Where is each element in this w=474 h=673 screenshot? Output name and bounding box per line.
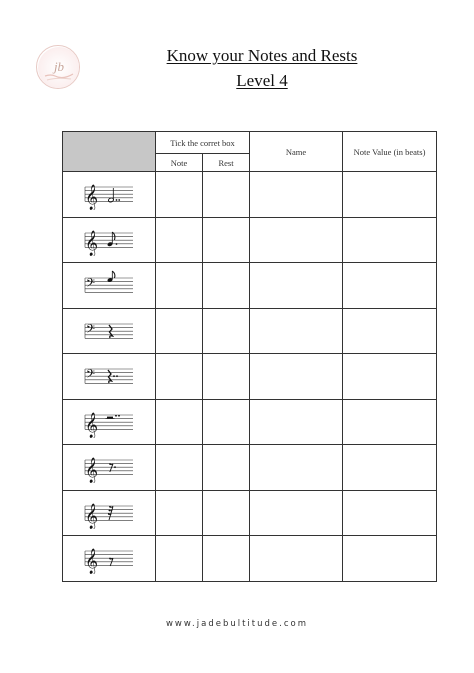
svg-text:𝄞: 𝄞 xyxy=(85,549,99,575)
value-answer-cell[interactable] xyxy=(343,354,437,400)
svg-text:𝄞: 𝄞 xyxy=(85,458,99,484)
table-row xyxy=(63,354,437,400)
table-row xyxy=(63,217,437,263)
rest-tick-box[interactable] xyxy=(203,354,250,400)
value-answer-cell[interactable] xyxy=(343,490,437,536)
bass-clef-staff-icon xyxy=(63,360,155,392)
rest-tick-box[interactable] xyxy=(203,399,250,445)
page-subtitle: Level 4 xyxy=(236,71,288,90)
worksheet-table xyxy=(62,131,437,582)
note-tick-box[interactable] xyxy=(156,536,203,582)
value-answer-cell[interactable] xyxy=(343,172,437,218)
name-answer-cell[interactable] xyxy=(250,399,343,445)
value-answer-cell[interactable] xyxy=(343,308,437,354)
treble-clef-staff-icon xyxy=(63,497,155,529)
note-tick-box[interactable] xyxy=(156,399,203,445)
note-tick-box[interactable] xyxy=(156,172,203,218)
treble-clef-staff-icon xyxy=(63,451,155,483)
symbol-cell xyxy=(63,217,156,263)
value-answer-cell[interactable] xyxy=(343,536,437,582)
value-answer-cell[interactable] xyxy=(343,263,437,309)
rest-tick-box[interactable] xyxy=(203,536,250,582)
treble-clef-staff-icon xyxy=(63,406,155,438)
value-answer-cell[interactable] xyxy=(343,445,437,491)
name-answer-cell[interactable] xyxy=(250,445,343,491)
note-tick-box[interactable] xyxy=(156,308,203,354)
svg-text:𝄞: 𝄞 xyxy=(85,412,99,438)
svg-text:𝄢: 𝄢 xyxy=(86,277,96,294)
symbol-cell xyxy=(63,263,156,309)
name-answer-cell[interactable] xyxy=(250,308,343,354)
blank-header-cell xyxy=(63,132,156,172)
bass-clef-staff-icon xyxy=(63,269,155,301)
value-answer-cell[interactable] xyxy=(343,217,437,263)
table-row xyxy=(63,445,437,491)
symbol-cell xyxy=(63,399,156,445)
name-answer-cell[interactable] xyxy=(250,172,343,218)
note-header: Note xyxy=(156,154,203,172)
note-tick-box[interactable] xyxy=(156,263,203,309)
table-row xyxy=(63,490,437,536)
note-tick-box[interactable] xyxy=(156,445,203,491)
page-title: Know your Notes and Rests xyxy=(166,46,358,65)
name-header: Name xyxy=(250,132,343,172)
rest-header: Rest xyxy=(203,154,250,172)
symbol-cell xyxy=(63,490,156,536)
treble-clef-staff-icon xyxy=(63,224,155,256)
symbol-cell xyxy=(63,354,156,400)
rest-tick-box[interactable] xyxy=(203,172,250,218)
svg-text:𝄢: 𝄢 xyxy=(86,368,96,385)
symbol-cell xyxy=(63,308,156,354)
tick-header: Tick the corret box xyxy=(156,132,250,154)
svg-text:𝄢: 𝄢 xyxy=(86,322,96,339)
name-answer-cell[interactable] xyxy=(250,354,343,400)
rest-tick-box[interactable] xyxy=(203,217,250,263)
symbol-cell xyxy=(63,172,156,218)
svg-text:jb: jb xyxy=(53,59,65,74)
note-tick-box[interactable] xyxy=(156,490,203,536)
table-row xyxy=(63,172,437,218)
name-answer-cell[interactable] xyxy=(250,217,343,263)
rest-tick-box[interactable] xyxy=(203,308,250,354)
symbol-cell xyxy=(63,445,156,491)
rest-tick-box[interactable] xyxy=(203,490,250,536)
table-row xyxy=(63,399,437,445)
rest-tick-box[interactable] xyxy=(203,263,250,309)
name-answer-cell[interactable] xyxy=(250,536,343,582)
svg-text:𝄞: 𝄞 xyxy=(85,185,99,211)
website-footer: www.jadebultitude.com xyxy=(165,619,308,629)
treble-clef-staff-icon xyxy=(63,178,155,210)
table-row xyxy=(63,536,437,582)
value-header: Note Value (in beats) xyxy=(343,132,437,172)
name-answer-cell[interactable] xyxy=(250,263,343,309)
table-row xyxy=(63,263,437,309)
symbol-cell xyxy=(63,536,156,582)
treble-clef-staff-icon xyxy=(63,542,155,574)
svg-text:𝄞: 𝄞 xyxy=(85,230,99,256)
value-answer-cell[interactable] xyxy=(343,399,437,445)
name-answer-cell[interactable] xyxy=(250,490,343,536)
rest-tick-box[interactable] xyxy=(203,445,250,491)
table-row xyxy=(63,308,437,354)
note-tick-box[interactable] xyxy=(156,217,203,263)
bass-clef-staff-icon xyxy=(63,315,155,347)
svg-text:𝄞: 𝄞 xyxy=(85,503,99,529)
note-tick-box[interactable] xyxy=(156,354,203,400)
